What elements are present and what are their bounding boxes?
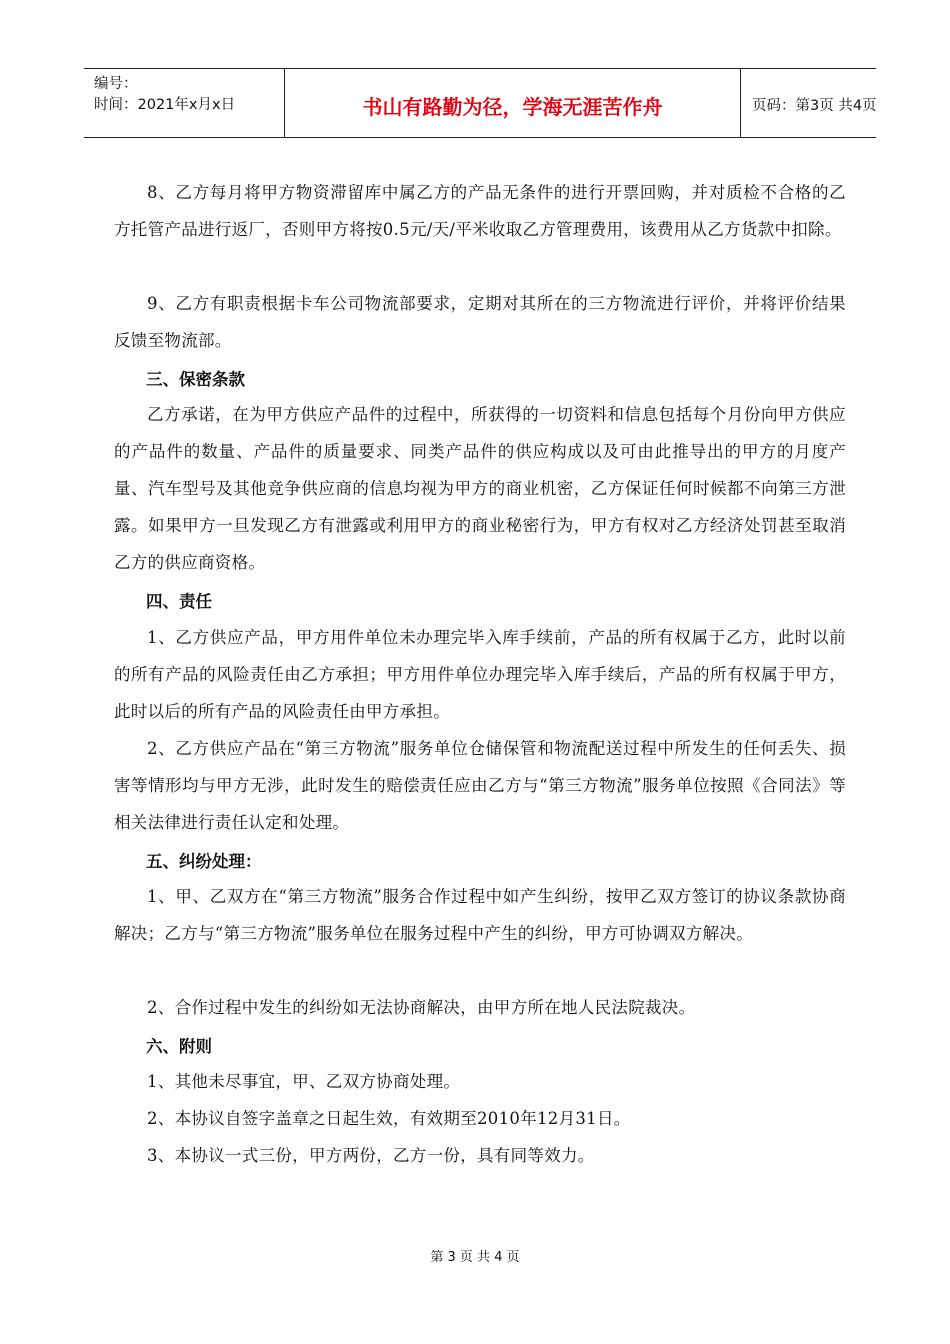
section-heading-disputes: 五、纠纷处理：: [146, 852, 262, 871]
clause-8: 8、乙方每月将甲方物资滞留库中属乙方的产品无条件的进行开票回购，并对质检不合格的乙方托管产品进行返厂，否则甲方将按0.5元/天/平米收取乙方管理费用，该费用从乙方货款中扣除。: [114, 183, 846, 239]
header-page-cell: [742, 69, 876, 137]
responsibility-clause-1: 1、乙方供应产品，甲方用件单位未办理完毕入库手续前，产品的所有权属于乙方，此时以前的所有产品的风险责任由乙方承担；甲方用件单位办理完毕入库手续后，产品的所有权属于甲方，此时以后的所有产品的风险责任由甲方承担。: [114, 628, 846, 721]
appendix-clause-3: 3、本协议一式三份，甲方两份，乙方一份，具有同等效力。: [147, 1146, 595, 1165]
clause-9: 9、乙方有职责根据卡车公司物流部要求，定期对其所在的三方物流进行评价，并将评价结果反馈至物流部。: [114, 294, 846, 350]
header-meta-cell: [84, 69, 285, 137]
page-footer: 第 3 页 共 4 页: [430, 1250, 520, 1265]
number-label: 编号：: [94, 76, 138, 92]
motto: 书山有路勤为径，学海无涯苦作舟: [362, 95, 663, 119]
document-header: [84, 68, 876, 138]
section-heading-responsibility: 四、责任: [146, 592, 212, 611]
disputes-clause-2: 2、合作过程中发生的纠纷如无法协商解决，由甲方所在地人民法院裁决。: [147, 998, 696, 1017]
header-motto-cell: [285, 69, 741, 137]
section-heading-appendix: 六、附则: [146, 1037, 212, 1056]
appendix-clause-1: 1、其他未尽事宜，甲、乙双方协商处理。: [147, 1072, 461, 1091]
page-code: 页码：第3页 共4页: [752, 98, 877, 114]
time-label: 时间：2021年x月x日: [94, 97, 236, 113]
confidentiality-paragraph: 乙方承诺，在为甲方供应产品件的过程中，所获得的一切资料和信息包括每个月份向甲方供应的产品件的数量、产品件的质量要求、同类产品件的供应构成以及可由此推导出的甲方的月度产量、汽车型号及其他竞争供应商的信息均视为甲方的商业机密，乙方保证任何时候都不向第三方泄露。如果甲方一旦发现乙方有泄露或利用甲方的商业秘密行为，甲方有权对乙方经济处罚甚至取消乙方的供应商资格。: [114, 405, 846, 572]
disputes-clause-1: 1、甲、乙双方在“第三方物流”服务合作过程中如产生纠纷，按甲乙双方签订的协议条款协商解决；乙方与“第三方物流”服务单位在服务过程中产生的纠纷，甲方可协调双方解决。: [114, 887, 846, 943]
responsibility-clause-2: 2、乙方供应产品在“第三方物流”服务单位仓储保管和物流配送过程中所发生的任何丢失、损害等情形均与甲方无涉，此时发生的赔偿责任应由乙方与“第三方物流”服务单位按照《合同法》等相关法律进行责任认定和处理。: [114, 739, 846, 832]
section-heading-confidentiality: 三、保密条款: [146, 370, 245, 389]
appendix-clause-2: 2、本协议自签字盖章之日起生效，有效期至2010年12月31日。: [147, 1109, 631, 1128]
